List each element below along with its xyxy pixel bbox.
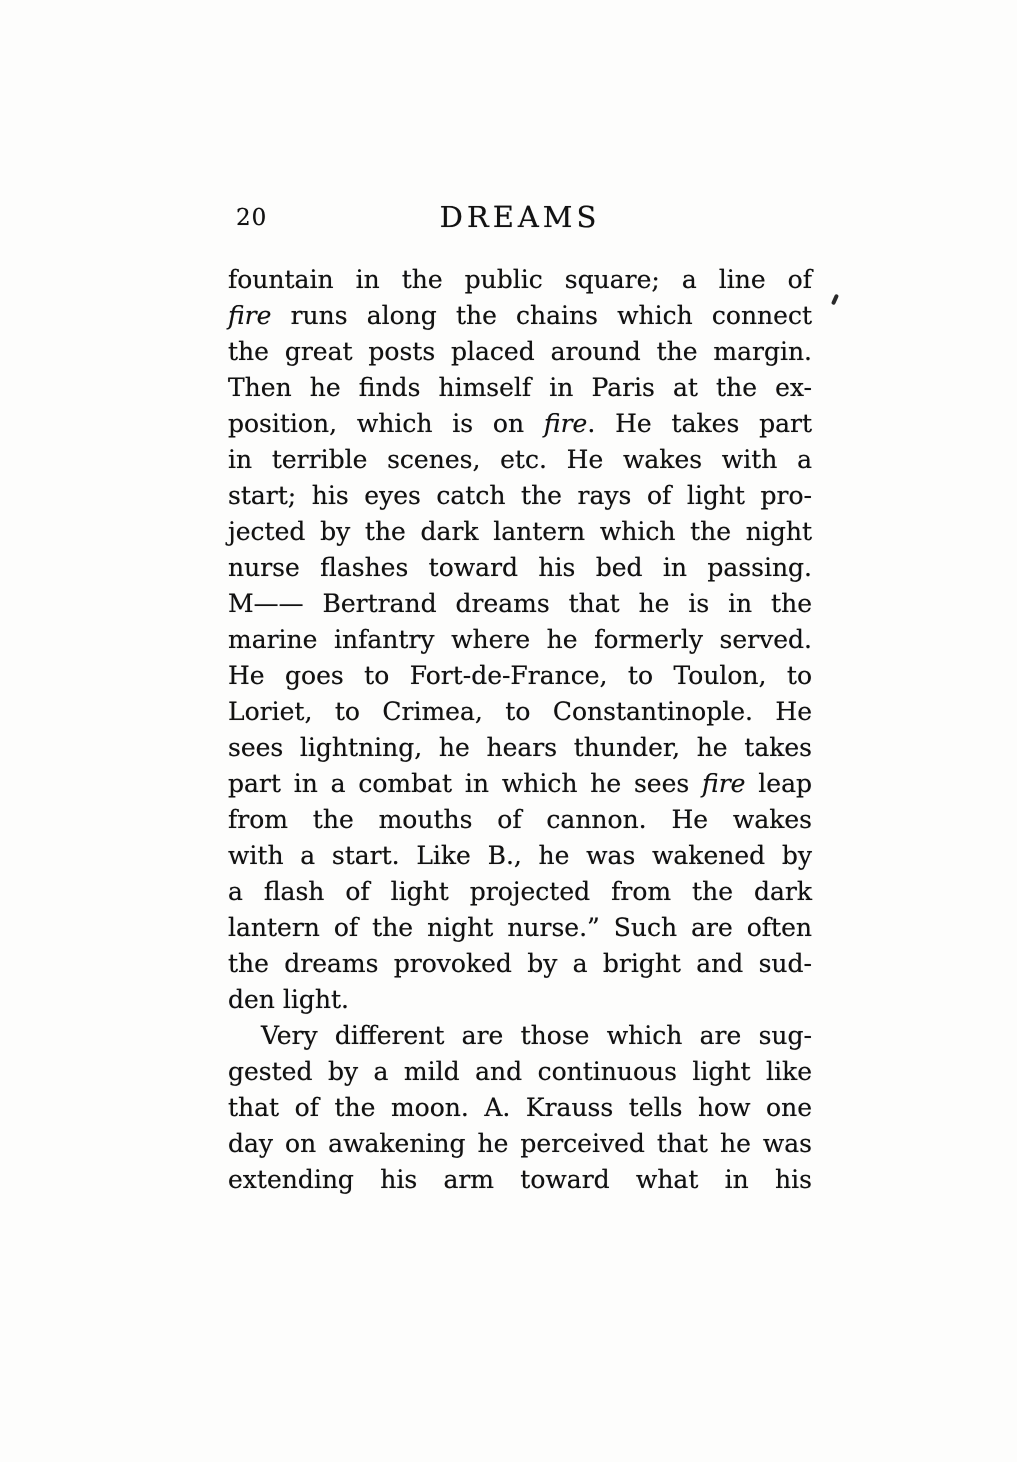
text-segment: part in a combat in which he sees (228, 769, 703, 798)
italic-text: fire (228, 301, 272, 330)
text-line (228, 1162, 812, 1198)
text-segment: den light. (228, 985, 349, 1014)
text-line (228, 298, 812, 334)
text-line (228, 910, 812, 946)
text-line (228, 1090, 812, 1126)
scan-speck-artifact (831, 294, 839, 306)
text-line (228, 586, 812, 622)
text-line (228, 550, 812, 586)
text-segment: He goes to Fort-de-France, to Toulon, to (228, 661, 812, 690)
text-segment: from the mouths of cannon. He wakes (228, 805, 812, 834)
page-number: 20 (236, 205, 268, 231)
text-line (228, 694, 812, 730)
text-segment: leap (745, 769, 812, 798)
text-line (228, 334, 812, 370)
body-text (228, 262, 812, 1198)
text-segment: a flash of light projected from the dark (228, 877, 812, 906)
text-line (228, 1018, 812, 1054)
text-segment: with a start. Like B., he was wakened by (228, 841, 812, 870)
text-line (228, 838, 812, 874)
text-segment: that of the moon. A. Krauss tells how one (228, 1093, 812, 1122)
text-segment: position, which is on (228, 409, 544, 438)
text-line (228, 874, 812, 910)
text-line (228, 802, 812, 838)
text-line (228, 766, 812, 802)
text-segment: fountain in the public square; a line of (228, 265, 812, 294)
text-line (228, 478, 812, 514)
text-line (228, 370, 812, 406)
text-segment: gested by a mild and continuous light like (228, 1057, 812, 1086)
text-segment: the great posts placed around the margin. (228, 337, 812, 366)
text-segment: Loriet, to Crimea, to Constantinople. He (228, 697, 812, 726)
text-segment: jected by the dark lantern which the night (228, 517, 812, 546)
text-segment: . He takes part (587, 409, 813, 438)
text-segment: nurse flashes toward his bed in passing. (228, 553, 812, 582)
text-segment: runs along the chains which connect (271, 301, 812, 330)
text-segment: marine infantry where he formerly served. (228, 625, 812, 654)
text-segment: start; his eyes catch the rays of light pro- (228, 481, 812, 510)
page-title: DREAMS (439, 200, 601, 234)
text-segment: in terrible scenes, etc. He wakes with a (228, 445, 812, 474)
text-line (228, 730, 812, 766)
text-line (228, 982, 812, 1018)
text-segment: Then he finds himself in Paris at the ex- (228, 373, 812, 402)
text-segment: lantern of the night nurse.” Such are often (228, 913, 812, 942)
text-segment: extending his arm toward what in his (228, 1165, 812, 1194)
text-line (228, 1054, 812, 1090)
text-line (228, 442, 812, 478)
text-segment: sees lightning, he hears thunder, he takes (228, 733, 812, 762)
running-header (228, 200, 812, 232)
text-line (228, 946, 812, 982)
text-segment: day on awakening he perceived that he was (228, 1129, 812, 1158)
text-segment: M—— Bertrand dreams that he is in the (228, 589, 812, 618)
text-line (228, 262, 812, 298)
text-line (228, 514, 812, 550)
italic-text: fire (702, 769, 746, 798)
text-line (228, 658, 812, 694)
text-line (228, 406, 812, 442)
text-segment: Very different are those which are sug- (261, 1021, 812, 1050)
text-line (228, 622, 812, 658)
text-line (228, 1126, 812, 1162)
text-segment: the dreams provoked by a bright and sud- (228, 949, 812, 978)
italic-text: fire (543, 409, 588, 438)
